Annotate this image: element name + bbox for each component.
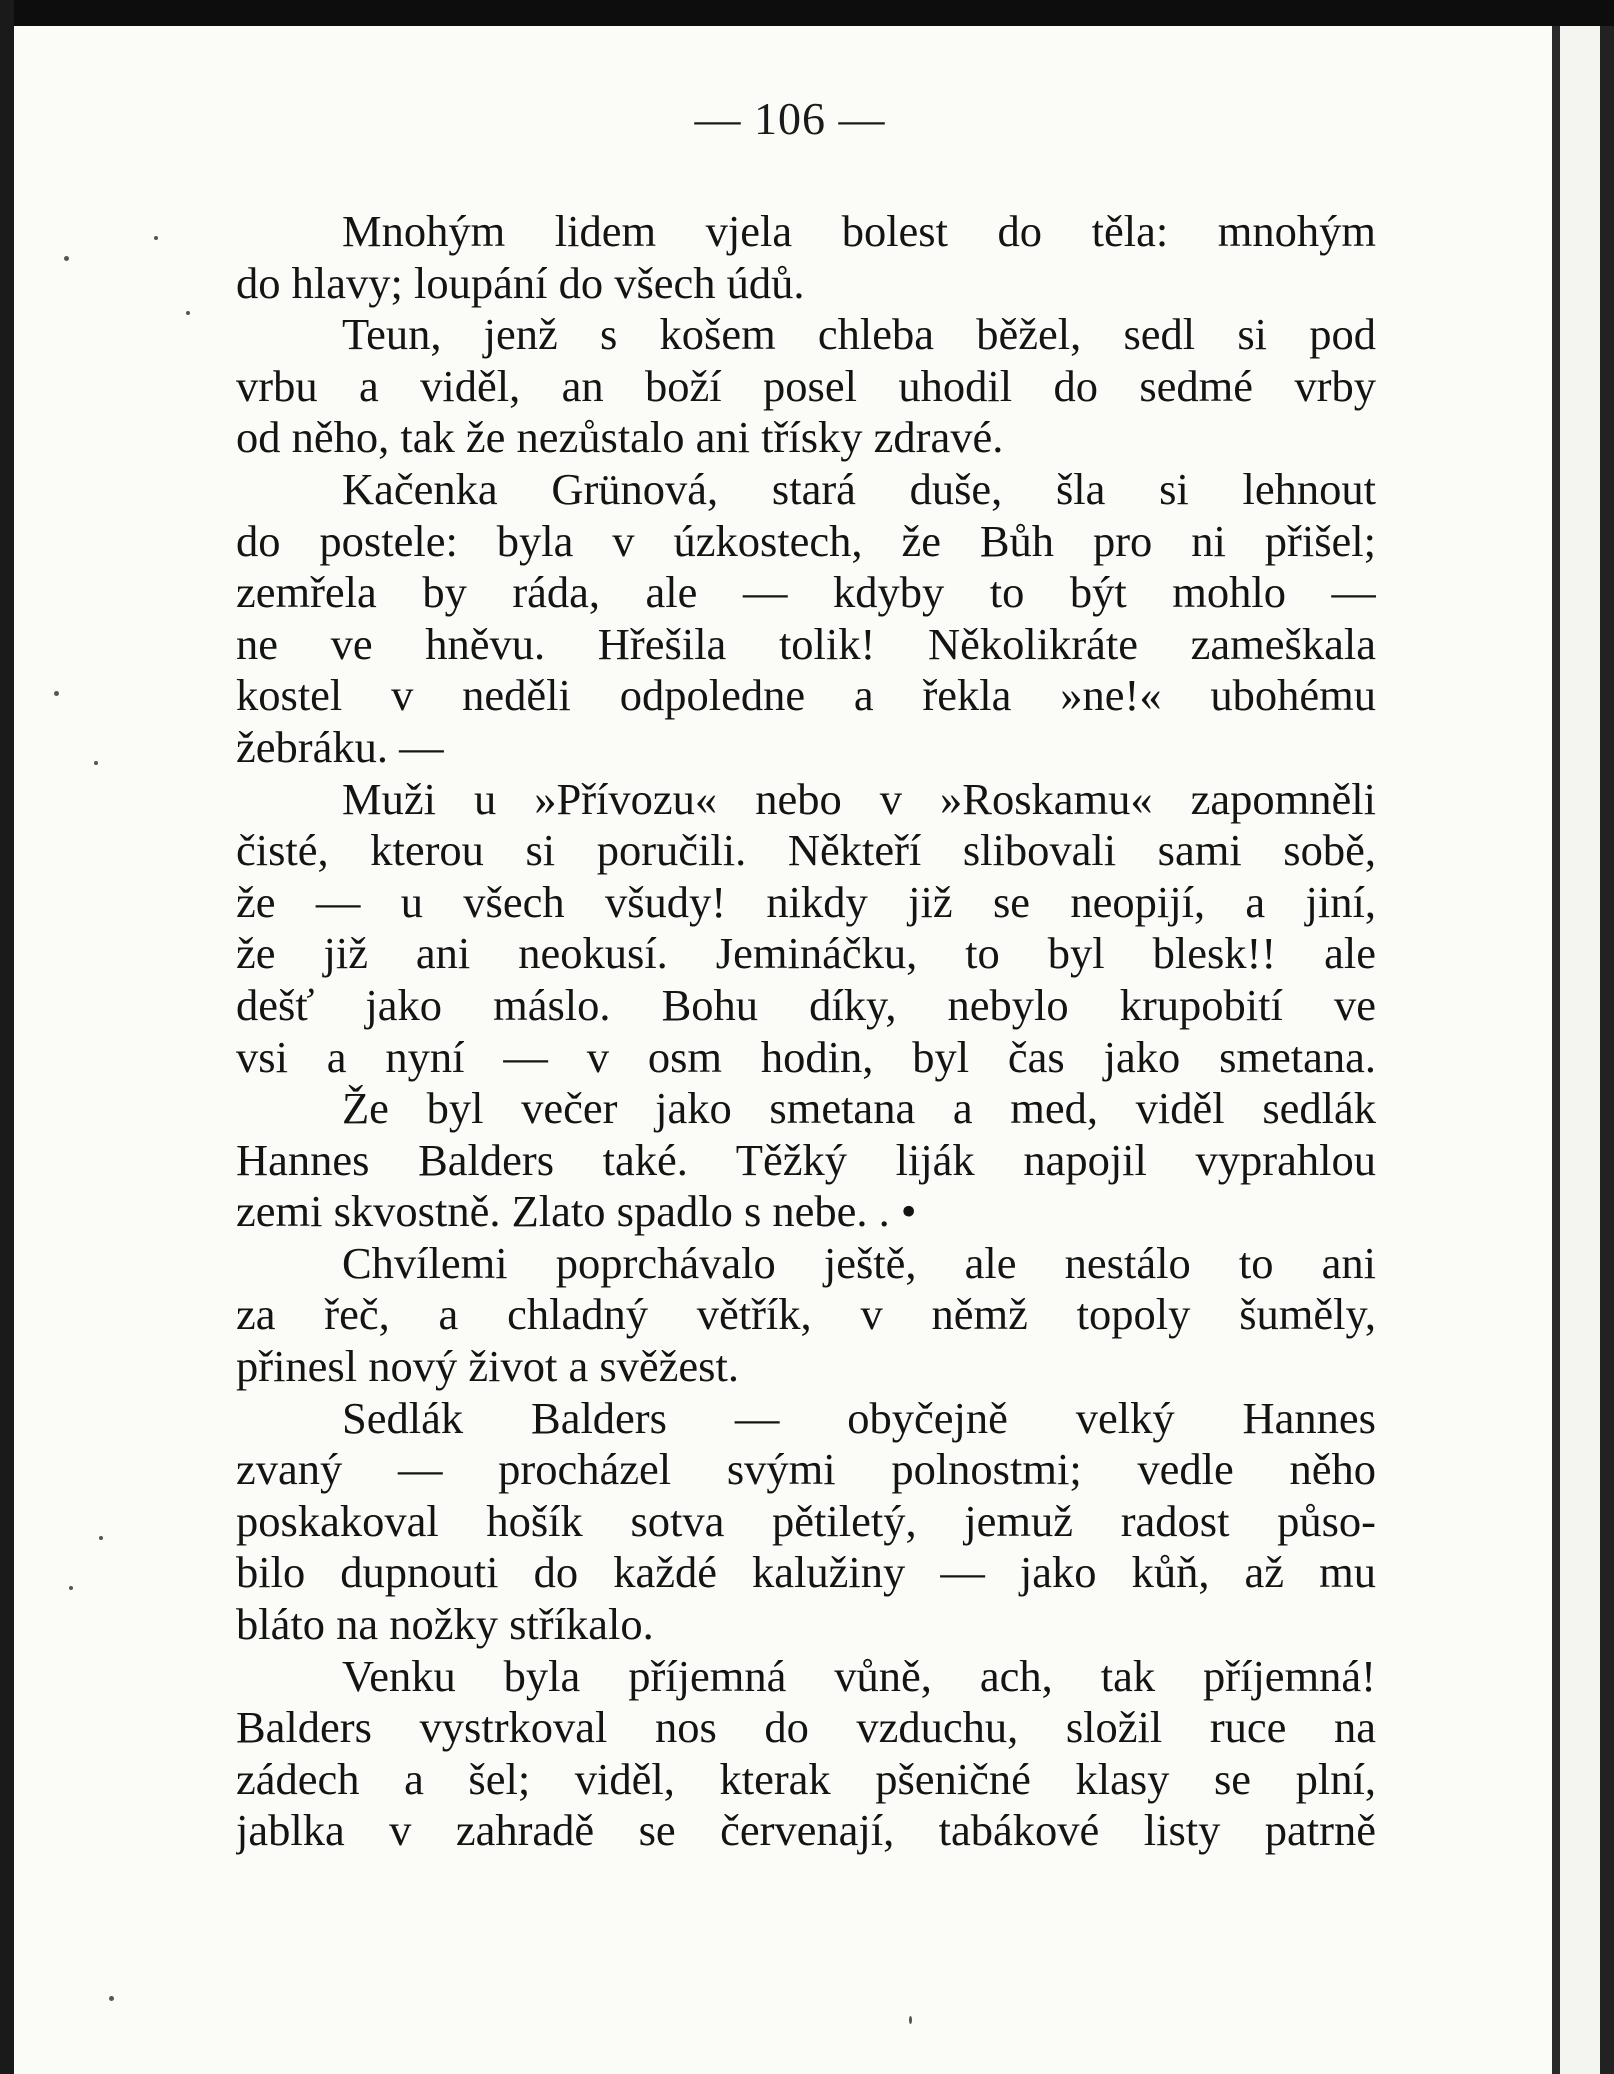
text-line: kostel v neděli odpoledne a řekla »ne!« ubohému bbox=[236, 670, 1376, 721]
text-line: Kačenka Grünová, stará duše, šla si lehnout bbox=[342, 463, 1376, 514]
text-line: bláto na nožky stříkalo. bbox=[236, 1599, 654, 1650]
text-line: Že byl večer jako smetana a med, viděl sedlák bbox=[342, 1083, 1376, 1134]
text-line: zádech a šel; viděl, kterak pšeničné klasy se plní, bbox=[236, 1753, 1376, 1804]
text-line: Venku byla příjemná vůně, ach, tak příjemná! bbox=[342, 1650, 1376, 1701]
page-number: — 106 — bbox=[694, 93, 886, 144]
text-line: zemřela by ráda, ale — kdyby to být mohlo — bbox=[236, 567, 1376, 618]
text-line: Muži u »Přívozu« nebo v »Roskamu« zapomněli bbox=[342, 773, 1376, 824]
text-line: přinesl nový život a svěžest. bbox=[236, 1341, 739, 1392]
text-line: do hlavy; loupání do všech údů. bbox=[236, 257, 805, 308]
scan-speck bbox=[54, 691, 59, 696]
scan-border-left bbox=[0, 0, 14, 2074]
scan-border-right bbox=[1600, 26, 1614, 2074]
text-line: zemi skvostně. Zlato spadlo s nebe. . • bbox=[236, 1186, 917, 1237]
text-line: žebráku. — bbox=[236, 721, 444, 772]
scan-speck bbox=[909, 2016, 912, 2024]
text-line: Mnohým lidem vjela bolest do těla: mnohým bbox=[342, 206, 1376, 256]
scan-speck bbox=[154, 236, 158, 240]
text-line: Teun, jenž s košem chleba běžel, sedl si pod bbox=[342, 309, 1376, 360]
text-line: poskakoval hošík sotva pětiletý, jemuž radost půso- bbox=[236, 1495, 1376, 1546]
scan-border-top bbox=[0, 0, 1614, 26]
text-line: od něho, tak že nezůstalo ani třísky zdravé. bbox=[236, 412, 1004, 463]
next-page-edge bbox=[1560, 26, 1600, 2074]
scan-speck bbox=[109, 1996, 114, 2001]
text-line: zvaný — procházel svými polnostmi; vedle něho bbox=[236, 1444, 1376, 1495]
body-text bbox=[236, 206, 1376, 1857]
scan-speck bbox=[64, 256, 69, 261]
text-line: jablka v zahradě se červenají, tabákové listy patrně bbox=[236, 1805, 1376, 1856]
text-line: Balders vystrkoval nos do vzduchu, složil ruce na bbox=[236, 1702, 1376, 1753]
scan-speck bbox=[94, 761, 98, 765]
text-line: ne ve hněvu. Hřešila tolik! Několikráte zameškala bbox=[236, 618, 1376, 669]
page-fold-shadow bbox=[1552, 26, 1560, 2074]
text-line: Sedlák Balders — obyčejně velký Hannes bbox=[342, 1392, 1376, 1443]
text-line: bilo dupnouti do každé kalužiny — jako kůň, až mu bbox=[236, 1547, 1376, 1598]
text-line: dešť jako máslo. Bohu díky, nebylo krupobití ve bbox=[236, 979, 1376, 1030]
text-line: za řeč, a chladný větřík, v němž topoly šuměly, bbox=[236, 1289, 1376, 1340]
book-page bbox=[14, 26, 1566, 2074]
scan-speck bbox=[186, 311, 190, 315]
text-line: Hannes Balders také. Těžký liják napojil vyprahlou bbox=[236, 1134, 1376, 1185]
text-line: že již ani neokusí. Jemináčku, to byl blesk!! ale bbox=[236, 928, 1376, 979]
text-line: vrbu a viděl, an boží posel uhodil do sedmé vrby bbox=[236, 360, 1376, 411]
text-line: Chvílemi poprchávalo ještě, ale nestálo to ani bbox=[342, 1237, 1376, 1288]
scan-speck bbox=[69, 1586, 73, 1590]
text-line: čisté, kterou si poručili. Někteří slibovali sami sobě, bbox=[236, 825, 1376, 876]
text-line: že — u všech všudy! nikdy již se neopijí, a jiní, bbox=[236, 876, 1376, 927]
scan-speck bbox=[99, 1536, 103, 1540]
text-line: vsi a nyní — v osm hodin, byl čas jako smetana. bbox=[236, 1031, 1376, 1082]
text-line: do postele: byla v úzkostech, že Bůh pro ni přišel; bbox=[236, 515, 1376, 566]
